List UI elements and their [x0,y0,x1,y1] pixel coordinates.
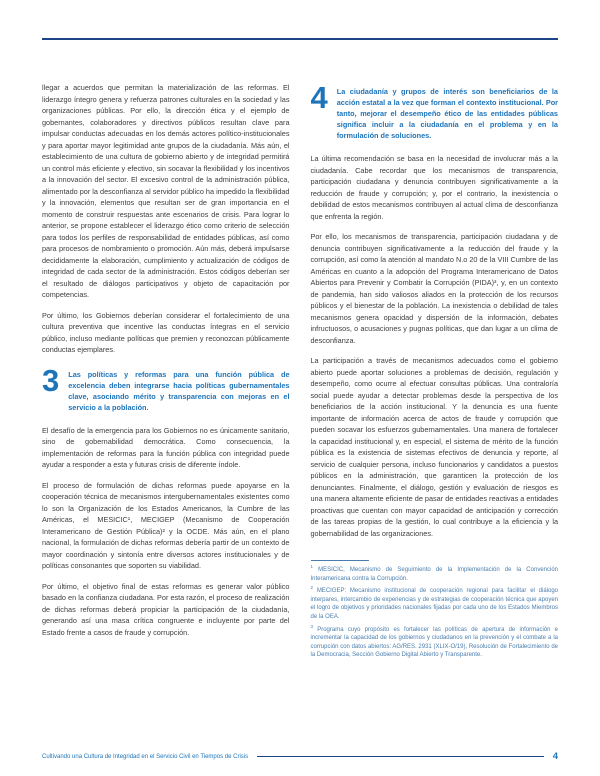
left-column [42,82,290,742]
paragraph: Por ello, los mecanismos de transparencia, participación ciudadana y de denuncia contribuyen significativamente a la reducción del fraude y la corrupción, así como la atención al mandato N.o 20 de la VIII Cumbre de las Américas en cuanto a la adopción del Programa Interamericano de Datos Abiertos para Prevenir y Combatir la Corrupción (PIDA)³, y, en un contexto de pandemia, han sido valiosos aliados en la protección de los recursos públicos y el bienestar de la población. La inexistencia o debilidad de tales mecanismos genera opacidad y dispersión de la información, debates infructuosos, o acusaciones y pugnas políticas, que dan lugar a un clima de desconfianza. [310,232,558,345]
footnote-3 [310,623,559,660]
two-column-layout [42,82,558,742]
footer-title: Cultivando una Cultura de Integridad en el Servicio Civil en Tiempos de Crisis [42,753,249,760]
footer-rule [257,756,544,758]
paragraph: llegar a acuerdos que permitan la materialización de las reformas. El liderazgo íntegro genera y refuerza patrones culturales en la sociedad y las organizaciones públicas. Por ello, la dirección ética y el ejemplo de gobernantes, colaboradores y directivos públicos resultan clave para impulsar conductas adecuadas en los demás actores político-institucionales y para aportar mayor legitimidad ante grupos de la ciudadanía. Más aún, el establecimiento de una cultura de gobierno abierto y de integridad permitirá un control más eficiente y efectivo, sin socavar la flexibilidad y los incentivos a la innovación del sector. El excesivo control de la administración pública, alimentado por la desconfianza al servidor público ha impedido la flexibilidad y la innovación, elementos que resultan ser de gran importancia en el momento de construir respuestas ante escenarios de crisis. Para lograr lo anterior, se propone establecer el liderazgo ético como criterio de selección para todos los perfiles de responsabilidad de entidades públicas, así como para procesos de nombramiento o promoción. Aún más, deberá impulsarse decididamente la elaboración, cumplimiento y actualización de códigos de integridad de cada sector de la administración. Estos códigos deberían ser el resultado de diálogos participativos y objeto de capacitación por competencias. [42,83,290,299]
page-number: 4 [552,751,558,762]
paragraph: La última recomendación se basa en la necesidad de involucrar más a la ciudadanía. Cabe recordar que los mecanismos de transparencia, participación ciudadana y denuncia contribuyen significativamente a la reducción de fraude y corrupción; y, por el contrario, la inexistencia o debilidad de estos mecanismos contribuyen al actual clima de desconfianza que enfrenta la región. [310,154,558,221]
footnote-1-marker: 1 [310,564,314,569]
paragraph: El desafío de la emergencia para los Gobiernos no es únicamente sanitario, sino de gobernabilidad democrática. Como consecuencia, la implementación de reformas para la función pública con integridad puede ayudar a responder a esta y futuras crisis de diferente índole. [42,425,290,469]
paragraph: Por último, los Gobiernos deberían considerar el fortalecimiento de una cultura preventiva que incentive las conductas íntegras en el servicio público, incluso mediante políticas que premien y reconozcan públicamente conductas ejemplares. [42,310,290,354]
footnote-1-text: MESICIC, Mecanismo de Seguimiento de la Implementación de la Convención Interamericana contra la Corrupción. [310,567,558,582]
recommendation-3 [42,362,290,413]
recommendation-3-text: Las políticas y reformas para una función pública de excelencia deben integrarse hacia políticas gubernamentales clave, asociando mérito y transparencia con mejoras en el servicio a la población. [68,369,290,412]
footnote-separator [311,560,369,561]
footnote-3-marker: 3 [310,623,314,629]
recommendation-4-text: La ciudadanía y grupos de interés son beneficiarios de la acción estatal a la vez que forman el contexto institucional. Por tanto, mejorar el desempeño ético de las entidades públicas significa incluir a la ciudadanía en el problema y en la formulación de soluciones. [336,87,558,140]
paragraph: El proceso de formulación de dichas reformas puede apoyarse en la cooperación técnica de mecanismos intergubernamentales existentes como lo son la Organización de los Estados Americanos, la Cumbre de las Américas, el MESICIC¹, MECIGEP (Mecanismo de Cooperación Interamericano de Gestión Pública)² y la OCDE. Más aún, en el plano nacional, la formulación de dichas reformas debería partir de un contexto de mayor coordinación y sintonía entre diversos actores institucionales y de políticas consonantes que soporten su viabilidad. [42,480,290,570]
recommendation-4 [310,82,559,141]
recommendation-4-number: 4 [310,82,328,115]
page-footer [42,751,558,762]
footnote-2-marker: 2 [310,585,314,591]
footnote-2-text: MECIGEP: Mecanismo institucional de cooperación regional para facilitar el diálogo interpares, intercambio de experiencias y de estrategias de cooperación técnica que apoyen el logro de objetivos y prioridades nacionales fijadas por cada uno de los Estados Miembros de la OEA. [310,588,558,620]
recommendation-3-number: 3 [42,362,60,398]
footnote-3-text: Programa cuyo propósito es fortalecer las políticas de apertura de información e incrementar la capacidad de los gobiernos y ciudadanos en la prevención y el combate a la corrupción con datos abiertos: AG/RES. 2931 (XLIX-O/19), Resolución de Fortalecimiento de la Democracia, Sección Gobierno Digital Abierto y Transparente. [310,626,558,659]
header-rule [42,38,558,40]
paragraph: La participación a través de mecanismos adecuados como el gobierno abierto puede aportar soluciones a problemas de decisión, regulación y desempeño, como ocurre al efectuar consultas públicas. Una contraloría social puede ayudar a detectar problemas desde la perspectiva de los beneficiarios de la acción institucional. Y la denuncia es una fuente importante de información acerca de actos de fraude y corrupción que pueden socavar los esfuerzos gubernamentales. Una manera de fortalecer la capacidad institucional y, en especial, el sistema de mérito de la función pública es la existencia de sistemas efectivos de denuncia y reporte, al servicio de cualquier persona, incluso funcionarios y candidatos a puestos públicos en la administración, que garanticen la protección de los denunciantes. Finalmente, el diálogo, gestión y evaluación de riesgos es una manera altamente eficiente de pasar de entidades reactivas a entidades proactivas que cuentan con mayor capacidad de anticipación y corrección de las tareas propias de la gestión, lo cual contribuye a la eficiencia y la gobernabilidad de las organizaciones. [310,356,558,538]
footnote-1 [311,566,559,583]
right-column [311,82,559,742]
footnote-2 [311,587,559,621]
paragraph: Por último, el objetivo final de estas reformas es generar valor público basado en la confianza ciudadana. Por esta razón, el proceso de realización de dichas reformas deberá propiciar la participación de la ciudadanía, generando así una masa crítica congruente e incluyente por parte del Estado frente a casos de fraude y corrupción. [42,581,290,637]
